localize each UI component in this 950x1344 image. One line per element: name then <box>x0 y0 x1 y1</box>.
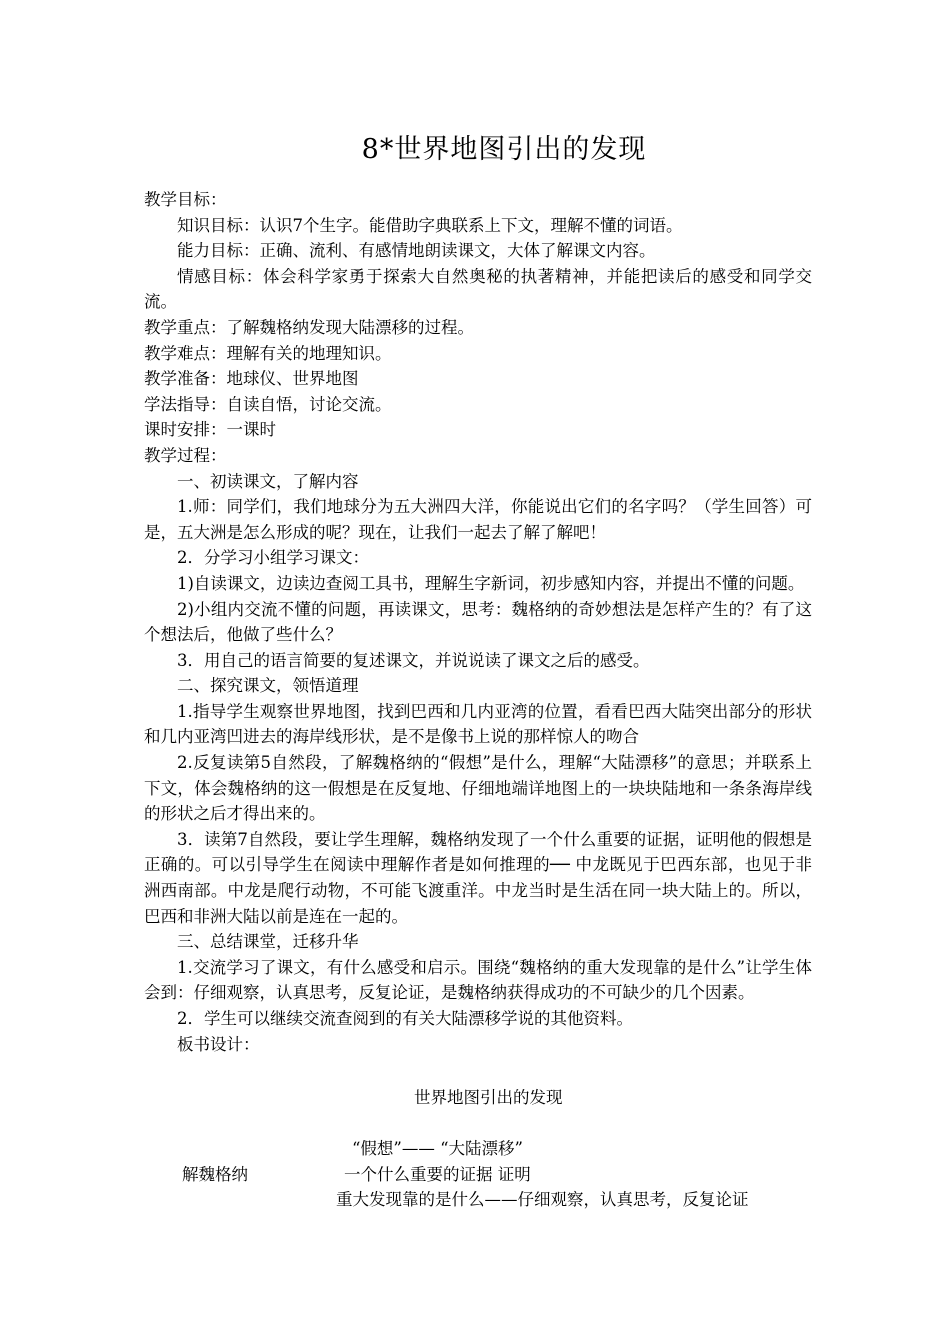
paragraph: 2.反复读第5自然段，了解魏格纳的“假想”是什么，理解“大陆漂移”的意思；并联系上下文，体会魏格纳的这一假想是在反复地、仔细地端详地图上的一块块陆地和一条条海岸线的形状之后才得出来的。 <box>144 753 812 824</box>
paragraph: 学法指导：自读自悟，讨论交流。 <box>144 394 392 414</box>
paragraph: 板书设计： <box>177 1034 260 1054</box>
board-row-hypothesis: “假想”—— “大陆漂移” <box>352 1139 523 1158</box>
board-left-label: 解魏格纳 <box>182 1165 248 1184</box>
paragraph: 3．用自己的语言简要的复述课文，并说说读了课文之后的感受。 <box>177 650 650 670</box>
paragraph: 1)自读课文，边读边查阅工具书，理解生字新词，初步感知内容，并提出不懂的问题。 <box>177 573 805 593</box>
paragraph: 3．读第7自然段，要让学生理解，魏格纳发现了一个什么重要的证据，证明他的假想是正确的。可以引导学生在阅读中理解作者是如何推理的── 中龙既见于巴西东部，也见于非洲西南部。中龙是爬行动物，不可能飞渡重洋。中龙当时是生活在同一块大陆上的。所以，巴西和非洲大陆以前是连在一起的。 <box>144 829 812 926</box>
paragraph: 2．学生可以继续交流查阅到的有关大陆漂移学说的其他资料。 <box>177 1009 633 1028</box>
paragraph: 1.交流学习了课文，有什么感受和启示。围绕“魏格纳的重大发现靠的是什么”让学生体会到：仔细观察，认真思考，反复论证，是魏格纳获得成功的不可缺少的几个因素。 <box>144 957 812 1003</box>
paragraph: 一、初读课文，了解内容 <box>177 471 359 491</box>
paragraph: 知识目标：认识7个生字。能借助字典联系上下文，理解不懂的词语。 <box>177 215 683 235</box>
paragraph: 教学准备：地球仪、世界地图 <box>144 369 359 389</box>
board-row-conclusion: 重大发现靠的是什么——仔细观察，认真思考，反复论证 <box>336 1190 749 1209</box>
paragraph: 课时安排：一课时 <box>144 420 276 440</box>
document-title: 8*世界地图引出的发现 <box>361 134 647 165</box>
paragraph: 教学难点：理解有关的地理知识。 <box>144 343 392 363</box>
board-row-evidence: 一个什么重要的证据 证明 <box>344 1165 531 1184</box>
paragraph: 2．分学习小组学习课文： <box>177 548 369 568</box>
paragraph: 1.师：同学们，我们地球分为五大洲四大洋，你能说出它们的名字吗？（学生回答）可是，五大洲是怎么形成的呢？现在，让我们一起去了解了解吧！ <box>144 497 812 542</box>
paragraph: 情感目标：体会科学家勇于探索大自然奥秘的执著精神，并能把读后的感受和同学交流。 <box>144 266 812 312</box>
paragraph: 教学目标： <box>144 190 227 209</box>
paragraph: 教学重点：了解魏格纳发现大陆漂移的过程。 <box>144 317 474 337</box>
paragraph: 教学过程： <box>144 445 227 465</box>
paragraph: 能力目标：正确、流利、有感情地朗读课文，大体了解课文内容。 <box>177 241 656 261</box>
paragraph: 三、总结课堂，迁移升华 <box>177 932 359 952</box>
paragraph: 1.指导学生观察世界地图，找到巴西和几内亚湾的位置，看看巴西大陆突出部分的形状和几内亚湾凹进去的海岸线形状，是不是像书上说的那样惊人的吻合 <box>144 701 812 747</box>
board-title: 世界地图引出的发现 <box>414 1088 563 1107</box>
paragraph: 二、探究课文，领悟道理 <box>177 676 359 696</box>
lesson-plan-body <box>144 187 812 1057</box>
paragraph: 2)小组内交流不懂的问题，再读课文，思考：魏格纳的奇妙想法是怎样产生的？有了这个想法后，他做了些什么？ <box>144 599 812 645</box>
